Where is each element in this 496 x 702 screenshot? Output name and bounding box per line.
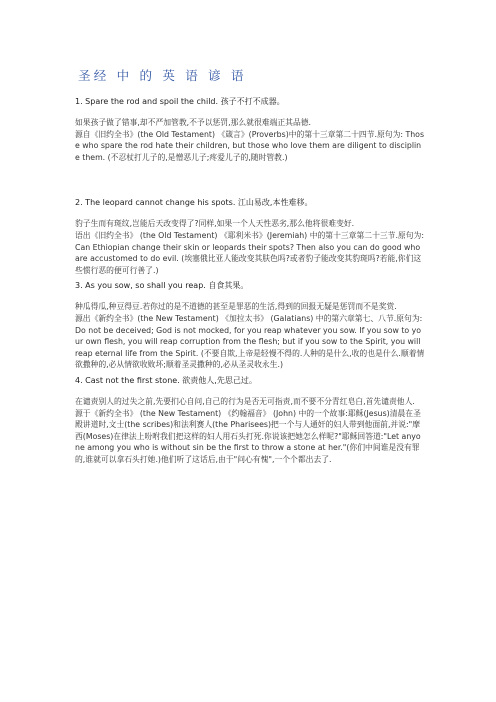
proverb-section-3 xyxy=(75,280,425,371)
section-gap xyxy=(75,163,425,197)
proverb-section-1 xyxy=(75,96,425,163)
proverb-heading: 4. Cast not the first stone. 欲责他人,先思己过。 xyxy=(75,375,257,385)
paragraph: 种瓜得瓜,种豆得豆.若你过的是不道德的甚至是罪恶的生活,得到的回报无疑是惩罚而不是奖赏. xyxy=(75,302,397,312)
proverb-heading: 3. As you sow, so shall you reap. 自食其果。 xyxy=(75,281,249,291)
paragraph: 源于《新约全书》 (the New Testament) 《约翰福音》 (John) 中的一个故事:耶稣(Jesus)清晨在圣殿讲道时,文士(the scribes)和法利赛人(the Pharisees)把一个与人通奸的妇人带到他面前,并说:"摩西(Moses)在律法上吩咐我们把这样的妇人用石头打死.你说该把她怎么样呢?"耶稣回答道:"Let anyone among you who is without sin be the first to throw a stone at her."(你们中间谁是没有罪的,谁就可以拿石头打她.)他们听了这话后,由于"问心有愧",一个个都出去了. xyxy=(75,408,421,464)
proverb-heading: 1. Spare the rod and spoil the child. 孩子不打不成器。 xyxy=(75,97,285,106)
document-title: 圣经 中 的 英 语 谚 语 xyxy=(78,68,247,83)
proverb-section-2 xyxy=(75,197,425,276)
proverb-section-4 xyxy=(75,375,425,466)
paragraph: 如果孩子做了错事,却不严加管教,不予以惩罚,那么就很难端正其品德. xyxy=(75,118,312,127)
paragraph: 源出《新约全书》(the New Testament) 《加拉太书》 (Galatians) 中的第六章第七、八节.原句为:Do not be deceived; God is not mocked, for you reap whatever you sow. If you sow to your own flesh, you will reap corruption from the flesh; but if you sow to the Spirit, you will reap eternal life from the Spirit. (不要自欺,上帝是轻慢不得的.人种的是什么,收的也是什么.顺着情欲撒种的,必从情欲收败坏;顺着圣灵撒种的,必从圣灵收永生.) xyxy=(75,313,425,370)
proverb-heading: 2. The leopard cannot change his spots. 江山易改,本性难移。 xyxy=(75,198,313,208)
paragraph: 源自《旧约全书》(the Old Testament) 《箴言》(Proverbs)中的第十三章第二十四节.原句为: Those who spare the rod hate their children, but those who love them are diligent to discipline them. (不忍杖打儿子的,是憎恶儿子;疼爱儿子的,随时管教.) xyxy=(75,129,425,162)
paragraph: 豹子生而有斑纹,岂能后天改变得了?同样,如果一个人天性恶劣,那么他将很难变好. xyxy=(75,219,355,229)
document-body xyxy=(75,96,425,465)
paragraph: 语出《旧约全书》 (the Old Testament) 《耶利米书》(Jeremiah) 中的第十三章第二十三节.原句为: Can Ethiopian change their skin or leopards their spots? Then also you can do good who are accustomed to do evil. (埃塞俄比亚人能改变其肤色吗?或者豹子能改变其豹斑吗?若能,你们这些惯行恶的便可行善了.) xyxy=(75,230,424,275)
paragraph: 在谴责别人的过失之前,先要扪心自问,自己的行为是否无可指责,而不要不分青红皂白,首先谴责他人. xyxy=(75,396,415,406)
